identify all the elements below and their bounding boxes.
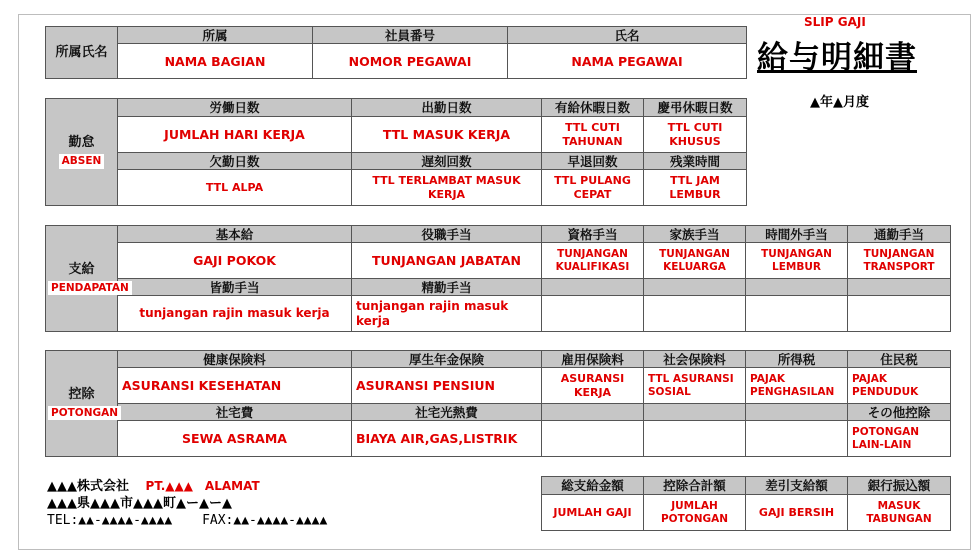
employment-insurance-header: 雇用保険料 — [542, 351, 644, 368]
work-days-value: JUMLAH HARI KERJA — [118, 117, 352, 153]
empty-header-cell — [746, 279, 848, 296]
health-insurance-value: ASURANSI KESEHATAN — [118, 368, 352, 404]
company-tel: TEL:▲▲-▲▲▲▲-▲▲▲▲ — [47, 513, 173, 528]
income-tax-header: 所得税 — [746, 351, 848, 368]
family-allowance-value: TUNJANGAN KELUARGA — [644, 243, 746, 279]
employee-name-header: 氏名 — [508, 27, 747, 44]
base-salary-header: 基本給 — [118, 226, 352, 243]
empty-header-cell — [542, 404, 644, 421]
dept-value: NAMA BAGIAN — [118, 44, 313, 79]
earnings-table — [45, 225, 951, 332]
company-name: ▲▲▲株式会社 — [47, 479, 129, 494]
overtime-hours-header: 残業時間 — [644, 153, 747, 170]
company-address: ▲▲▲県▲▲▲市▲▲▲町▲ー▲ー▲ — [47, 496, 232, 511]
other-deductions-value: POTONGAN LAIN-LAIN — [848, 421, 951, 457]
paid-leave-value: TTL CUTI TAHUNAN — [542, 117, 644, 153]
housing-utilities-header: 社宅光熱費 — [352, 404, 542, 421]
deductions-section-sub: POTONGAN — [48, 406, 121, 421]
commute-allowance-value: TUNJANGAN TRANSPORT — [848, 243, 951, 279]
commute-allowance-header: 通勤手当 — [848, 226, 951, 243]
net-pay-value: GAJI BERSIH — [746, 495, 848, 531]
empty-value-cell — [542, 421, 644, 457]
perfect-attendance-value: tunjangan rajin masuk kerja — [118, 296, 352, 332]
employee-section-label: 所属氏名 — [46, 27, 118, 79]
company-housing-header: 社宅費 — [118, 404, 352, 421]
empty-header-cell — [542, 279, 644, 296]
work-days-header: 労働日数 — [118, 99, 352, 117]
empty-header-cell — [644, 279, 746, 296]
attendance-days-header: 出勤日数 — [352, 99, 542, 117]
company-fax: FAX:▲▲-▲▲▲▲-▲▲▲▲ — [202, 513, 328, 528]
empty-value-cell — [542, 296, 644, 332]
overtime-hours-value: TTL JAM LEMBUR — [644, 170, 747, 206]
early-leave-value: TTL PULANG CEPAT — [542, 170, 644, 206]
social-insurance-header: 社会保険料 — [644, 351, 746, 368]
attendance-section-label: 勤怠 — [68, 135, 95, 151]
earnings-section-label: 支給 — [68, 261, 95, 277]
empty-value-cell — [746, 421, 848, 457]
late-count-value: TTL TERLAMBAT MASUK KERJA — [352, 170, 542, 206]
qualification-allowance-header: 資格手当 — [542, 226, 644, 243]
position-allowance-header: 役職手当 — [352, 226, 542, 243]
pay-period: ▲年▲月度 — [810, 95, 869, 110]
resident-tax-value: PAJAK PENDUDUK — [848, 368, 951, 404]
earnings-section-sub: PENDAPATAN — [48, 281, 132, 296]
position-allowance-value: TUNJANGAN JABATAN — [352, 243, 542, 279]
family-allowance-header: 家族手当 — [644, 226, 746, 243]
other-deductions-header: その他控除 — [848, 404, 951, 421]
qualification-allowance-value: TUNJANGAN KUALIFIKASI — [542, 243, 644, 279]
overtime-allowance-header: 時間外手当 — [746, 226, 848, 243]
income-tax-value: PAJAK PENGHASILAN — [746, 368, 848, 404]
employee-table — [45, 26, 747, 79]
empty-value-cell — [644, 296, 746, 332]
employee-id-value: NOMOR PEGAWAI — [313, 44, 508, 79]
pension-insurance-header: 厚生年金保険 — [352, 351, 542, 368]
bank-transfer-header: 銀行振込額 — [848, 477, 951, 495]
slip-gaji-label: SLIP GAJI — [804, 15, 866, 29]
empty-value-cell — [848, 296, 951, 332]
empty-header-cell — [848, 279, 951, 296]
total-deductions-header: 控除合計額 — [644, 477, 746, 495]
bank-transfer-value: MASUK TABUNGAN — [848, 495, 951, 531]
late-count-header: 遅刻回数 — [352, 153, 542, 170]
pension-insurance-value: ASURANSI PENSIUN — [352, 368, 542, 404]
earnings-section — [46, 226, 129, 332]
company-housing-value: SEWA ASRAMA — [118, 421, 352, 457]
gross-pay-header: 総支給金額 — [542, 477, 644, 495]
net-pay-header: 差引支給額 — [746, 477, 848, 495]
total-deductions-value: JUMLAH POTONGAN — [644, 495, 746, 531]
empty-value-cell — [644, 421, 746, 457]
document-title: 給与明細書 — [757, 40, 917, 76]
company-contact-line — [47, 512, 327, 529]
empty-header-cell — [644, 404, 746, 421]
absence-days-header: 欠勤日数 — [118, 153, 352, 170]
housing-utilities-value: BIAYA AIR,GAS,LISTRIK — [352, 421, 542, 457]
gross-pay-value: JUMLAH GAJI — [542, 495, 644, 531]
diligence-allowance-header: 精勤手当 — [352, 279, 542, 296]
attendance-section-sub: ABSEN — [59, 154, 105, 169]
social-insurance-value: TTL ASURANSI SOSIAL — [644, 368, 746, 404]
health-insurance-header: 健康保険料 — [118, 351, 352, 368]
employment-insurance-value: ASURANSI KERJA — [542, 368, 644, 404]
totals-table — [541, 476, 951, 531]
deductions-section-label: 控除 — [68, 386, 95, 402]
employee-name-value: NAMA PEGAWAI — [508, 44, 747, 79]
dept-header: 所属 — [118, 27, 313, 44]
early-leave-header: 早退回数 — [542, 153, 644, 170]
special-leave-value: TTL CUTI KHUSUS — [644, 117, 747, 153]
attendance-section — [46, 99, 118, 206]
paid-leave-header: 有給休暇日数 — [542, 99, 644, 117]
company-address-label: PT.▲▲▲ ALAMAT — [145, 479, 260, 493]
attendance-days-value: TTL MASUK KERJA — [352, 117, 542, 153]
diligence-allowance-value: tunjangan rajin masuk kerja — [352, 296, 542, 332]
attendance-table — [45, 98, 747, 206]
deductions-table — [45, 350, 951, 457]
company-name-line — [47, 478, 327, 495]
perfect-attendance-header: 皆勤手当 — [118, 279, 352, 296]
absence-days-value: TTL ALPA — [118, 170, 352, 206]
special-leave-header: 慶弔休暇日数 — [644, 99, 747, 117]
base-salary-value: GAJI POKOK — [118, 243, 352, 279]
employee-id-header: 社員番号 — [313, 27, 508, 44]
resident-tax-header: 住民税 — [848, 351, 951, 368]
empty-header-cell — [746, 404, 848, 421]
empty-value-cell — [746, 296, 848, 332]
overtime-allowance-value: TUNJANGAN LEMBUR — [746, 243, 848, 279]
deductions-section — [46, 351, 118, 457]
company-info — [47, 478, 327, 529]
